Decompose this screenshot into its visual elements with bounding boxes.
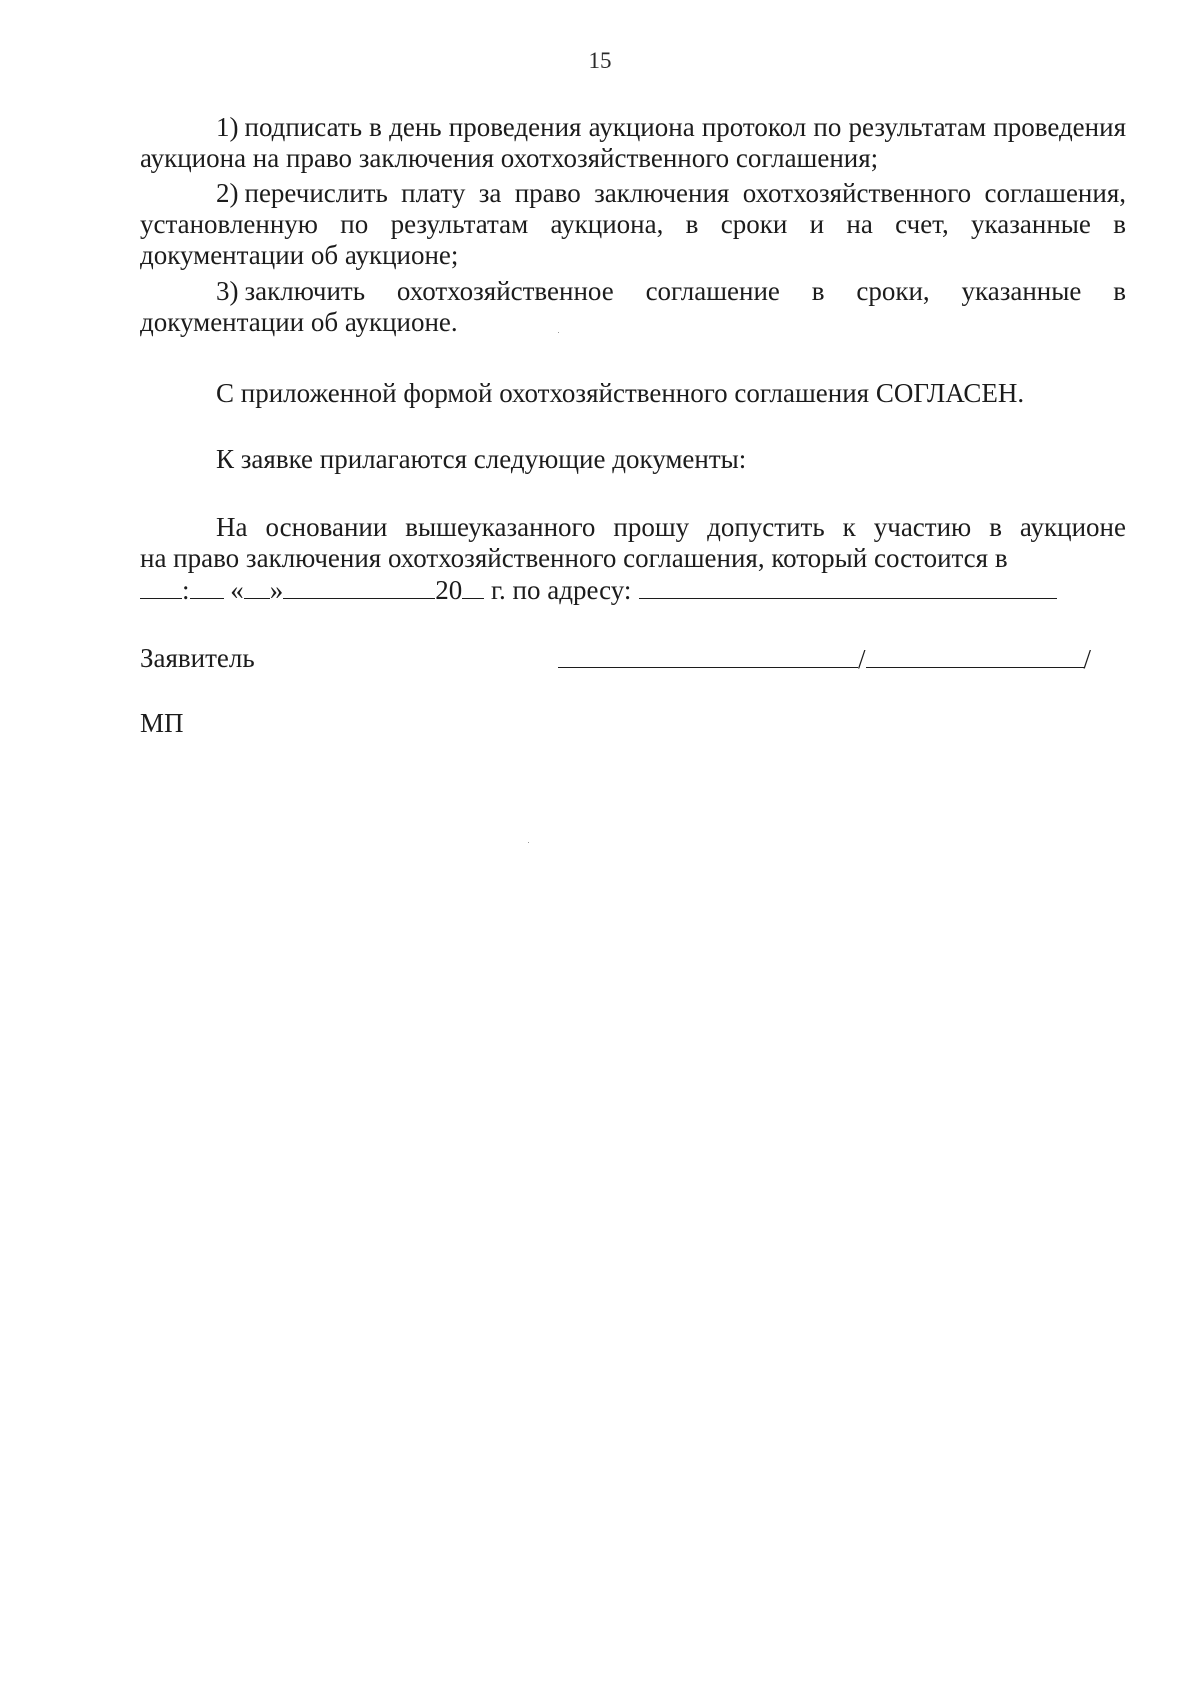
address-label: г. по адресу: bbox=[491, 575, 632, 605]
obligation-number: 2) bbox=[216, 178, 239, 208]
signature-separator-end: / bbox=[1083, 644, 1092, 674]
obligation-number: 3) bbox=[216, 276, 239, 306]
obligation-text: заключить охотхозяйственное соглашение в сроки, указанные в документации об аукционе. bbox=[140, 276, 1126, 337]
address-blank[interactable] bbox=[639, 574, 1057, 599]
applicant-label: Заявитель bbox=[140, 643, 255, 673]
month-blank[interactable] bbox=[283, 574, 435, 599]
hour-blank[interactable] bbox=[140, 574, 182, 599]
request-datetime-line bbox=[140, 574, 1126, 606]
day-blank[interactable] bbox=[244, 574, 270, 599]
scan-speck bbox=[558, 332, 559, 333]
obligation-item-1 bbox=[140, 112, 1126, 174]
scan-speck bbox=[528, 842, 529, 843]
time-separator: : bbox=[182, 575, 190, 605]
quote-close: » bbox=[269, 575, 284, 605]
name-blank[interactable] bbox=[866, 643, 1084, 668]
signature-separator: / bbox=[858, 644, 866, 674]
obligation-text: подписать в день проведения аукциона протокол по результатам проведения аукциона на право заключения охотхозяйственного соглашения; bbox=[140, 112, 1126, 173]
signature-blank[interactable] bbox=[558, 643, 858, 668]
page-number: 15 bbox=[588, 48, 612, 73]
request-line-2: на право заключения охотхозяйственного соглашения, который состоится в bbox=[140, 543, 1008, 573]
request-line-1: На основании вышеуказанного прошу допустить к участию в аукционе bbox=[216, 512, 1126, 542]
agreement-statement: С приложенной формой охотхозяйственного соглашения СОГЛАСЕН. bbox=[216, 378, 1025, 408]
minute-blank[interactable] bbox=[190, 574, 224, 599]
year-prefix: 20 bbox=[435, 575, 463, 605]
documents-intro: К заявке прилагаются следующие документы: bbox=[216, 444, 747, 474]
obligation-item-3 bbox=[140, 276, 1126, 338]
quote-open: « bbox=[230, 575, 244, 605]
participation-request bbox=[140, 512, 1126, 606]
signature-area bbox=[558, 643, 1091, 675]
year-blank[interactable] bbox=[462, 574, 484, 599]
stamp-label: МП bbox=[140, 708, 184, 738]
obligation-item-2 bbox=[140, 178, 1126, 271]
obligation-number: 1) bbox=[216, 112, 239, 142]
obligation-text: перечислить плату за право заключения охотхозяйственного соглашения, установленную по результатам аукциона, в сроки и на счет, указанные в документации об аукционе; bbox=[140, 178, 1126, 270]
